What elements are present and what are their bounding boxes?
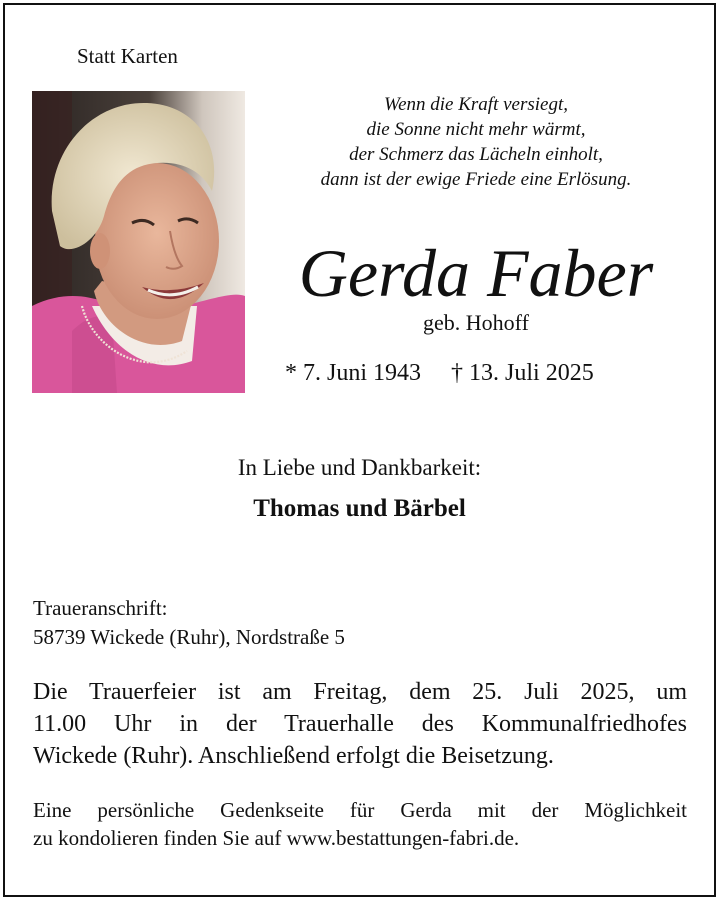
ceremony-line: Wickede (Ruhr). Anschließend erfolgt die Beisetzung. (33, 743, 554, 769)
poem-line: dann ist der ewige Friede eine Erlösung. (320, 169, 632, 190)
poem-line: die Sonne nicht mehr wärmt, (366, 119, 586, 140)
ceremony-line: Die Trauerfeier ist am Freitag, dem 25. Juli 2025, um (33, 679, 687, 705)
portrait-photo (32, 91, 245, 393)
deceased-name: Gerda Faber (298, 235, 654, 311)
address-label: Traueranschrift: (33, 596, 168, 620)
birth-date: * 7. Juni 1943 (285, 360, 422, 386)
address-value: 58739 Wickede (Ruhr), Nordstraße 5 (33, 625, 345, 649)
poem-line: der Schmerz das Lächeln einholt, (349, 144, 603, 165)
online-memorial-notice (33, 796, 687, 852)
online-line: Eine persönliche Gedenkseite für Gerda mit der Möglichkeit (33, 798, 687, 822)
mourners-intro: In Liebe und Dankbarkeit: (237, 455, 482, 480)
birth-name: geb. Hohoff (423, 310, 529, 335)
mourners-names: Thomas und Bärbel (253, 495, 466, 522)
mourning-address (33, 594, 345, 652)
memorial-poem (262, 92, 690, 192)
ceremony-notice (33, 676, 687, 772)
poem-line: Wenn die Kraft versiegt, (384, 94, 568, 115)
life-dates (285, 360, 594, 387)
death-date: † 13. Juli 2025 (451, 360, 594, 386)
statt-karten-label: Statt Karten (77, 44, 178, 68)
online-line: zu kondolieren finden Sie auf www.bestattungen-fabri.de. (33, 826, 520, 850)
ceremony-line: 11.00 Uhr in der Trauerhalle des Kommunalfriedhofes (33, 711, 687, 737)
